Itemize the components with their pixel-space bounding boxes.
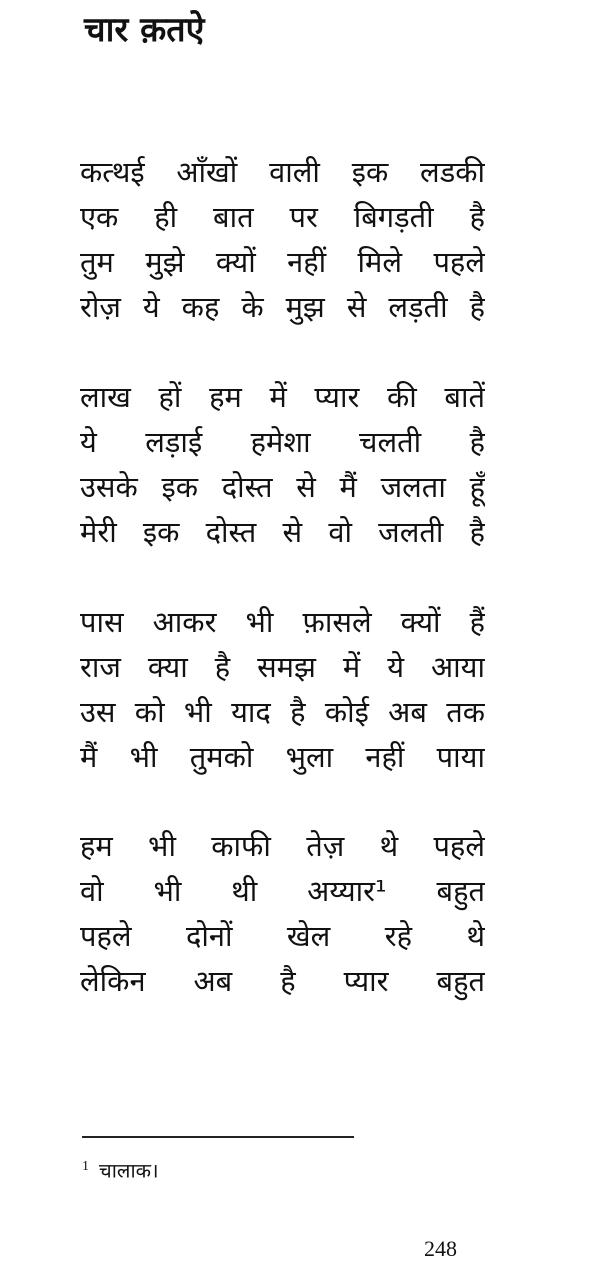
verse-line: वो भी थी अय्यार¹ बहुत: [80, 874, 485, 908]
verse-line: राज क्या है समझ में ये आया: [80, 650, 485, 684]
stanza-1: [80, 150, 485, 330]
verse-line: रोज़ ये कह के मुझ से लड़ती है: [80, 290, 485, 324]
page-number: 248: [424, 1236, 457, 1261]
footnote-marker: 1: [82, 1159, 89, 1174]
verse-line: मैं भी तुमको भुला नहीं पाया: [80, 740, 485, 774]
stanza-4: [80, 824, 485, 1004]
verse-line: मेरी इक दोस्त से वो जलती है: [80, 515, 485, 549]
verse-line: पास आकर भी फ़ासले क्यों हैं: [80, 605, 485, 639]
verse-line: लाख हों हम में प्यार की बातें: [80, 380, 485, 414]
verse-line: हम भी काफी तेज़ थे पहले: [80, 829, 485, 863]
verse-line: कत्थई आँखों वाली इक लडकी: [80, 155, 485, 189]
verse-line: उस को भी याद है कोई अब तक: [80, 695, 485, 729]
stanza-3: [80, 600, 485, 780]
stanza-2: [80, 375, 485, 555]
verse-line: ये लड़ाई हमेशा चलती है: [80, 425, 485, 459]
page-title: चार क़तऐ: [84, 10, 205, 50]
verse-line: उसके इक दोस्त से मैं जलता हूँ: [80, 470, 485, 504]
footnote-text: चालाक।: [99, 1158, 159, 1183]
footnote: [82, 1152, 159, 1186]
verse-line: तुम मुझे क्यों नहीं मिले पहले: [80, 245, 485, 279]
verse-line: लेकिन अब है प्यार बहुत: [80, 964, 485, 998]
verse-line: पहले दोनों खेल रहे थे: [80, 919, 485, 953]
verse-line: एक ही बात पर बिगड़ती है: [80, 200, 485, 234]
footnote-divider: [82, 1136, 354, 1138]
